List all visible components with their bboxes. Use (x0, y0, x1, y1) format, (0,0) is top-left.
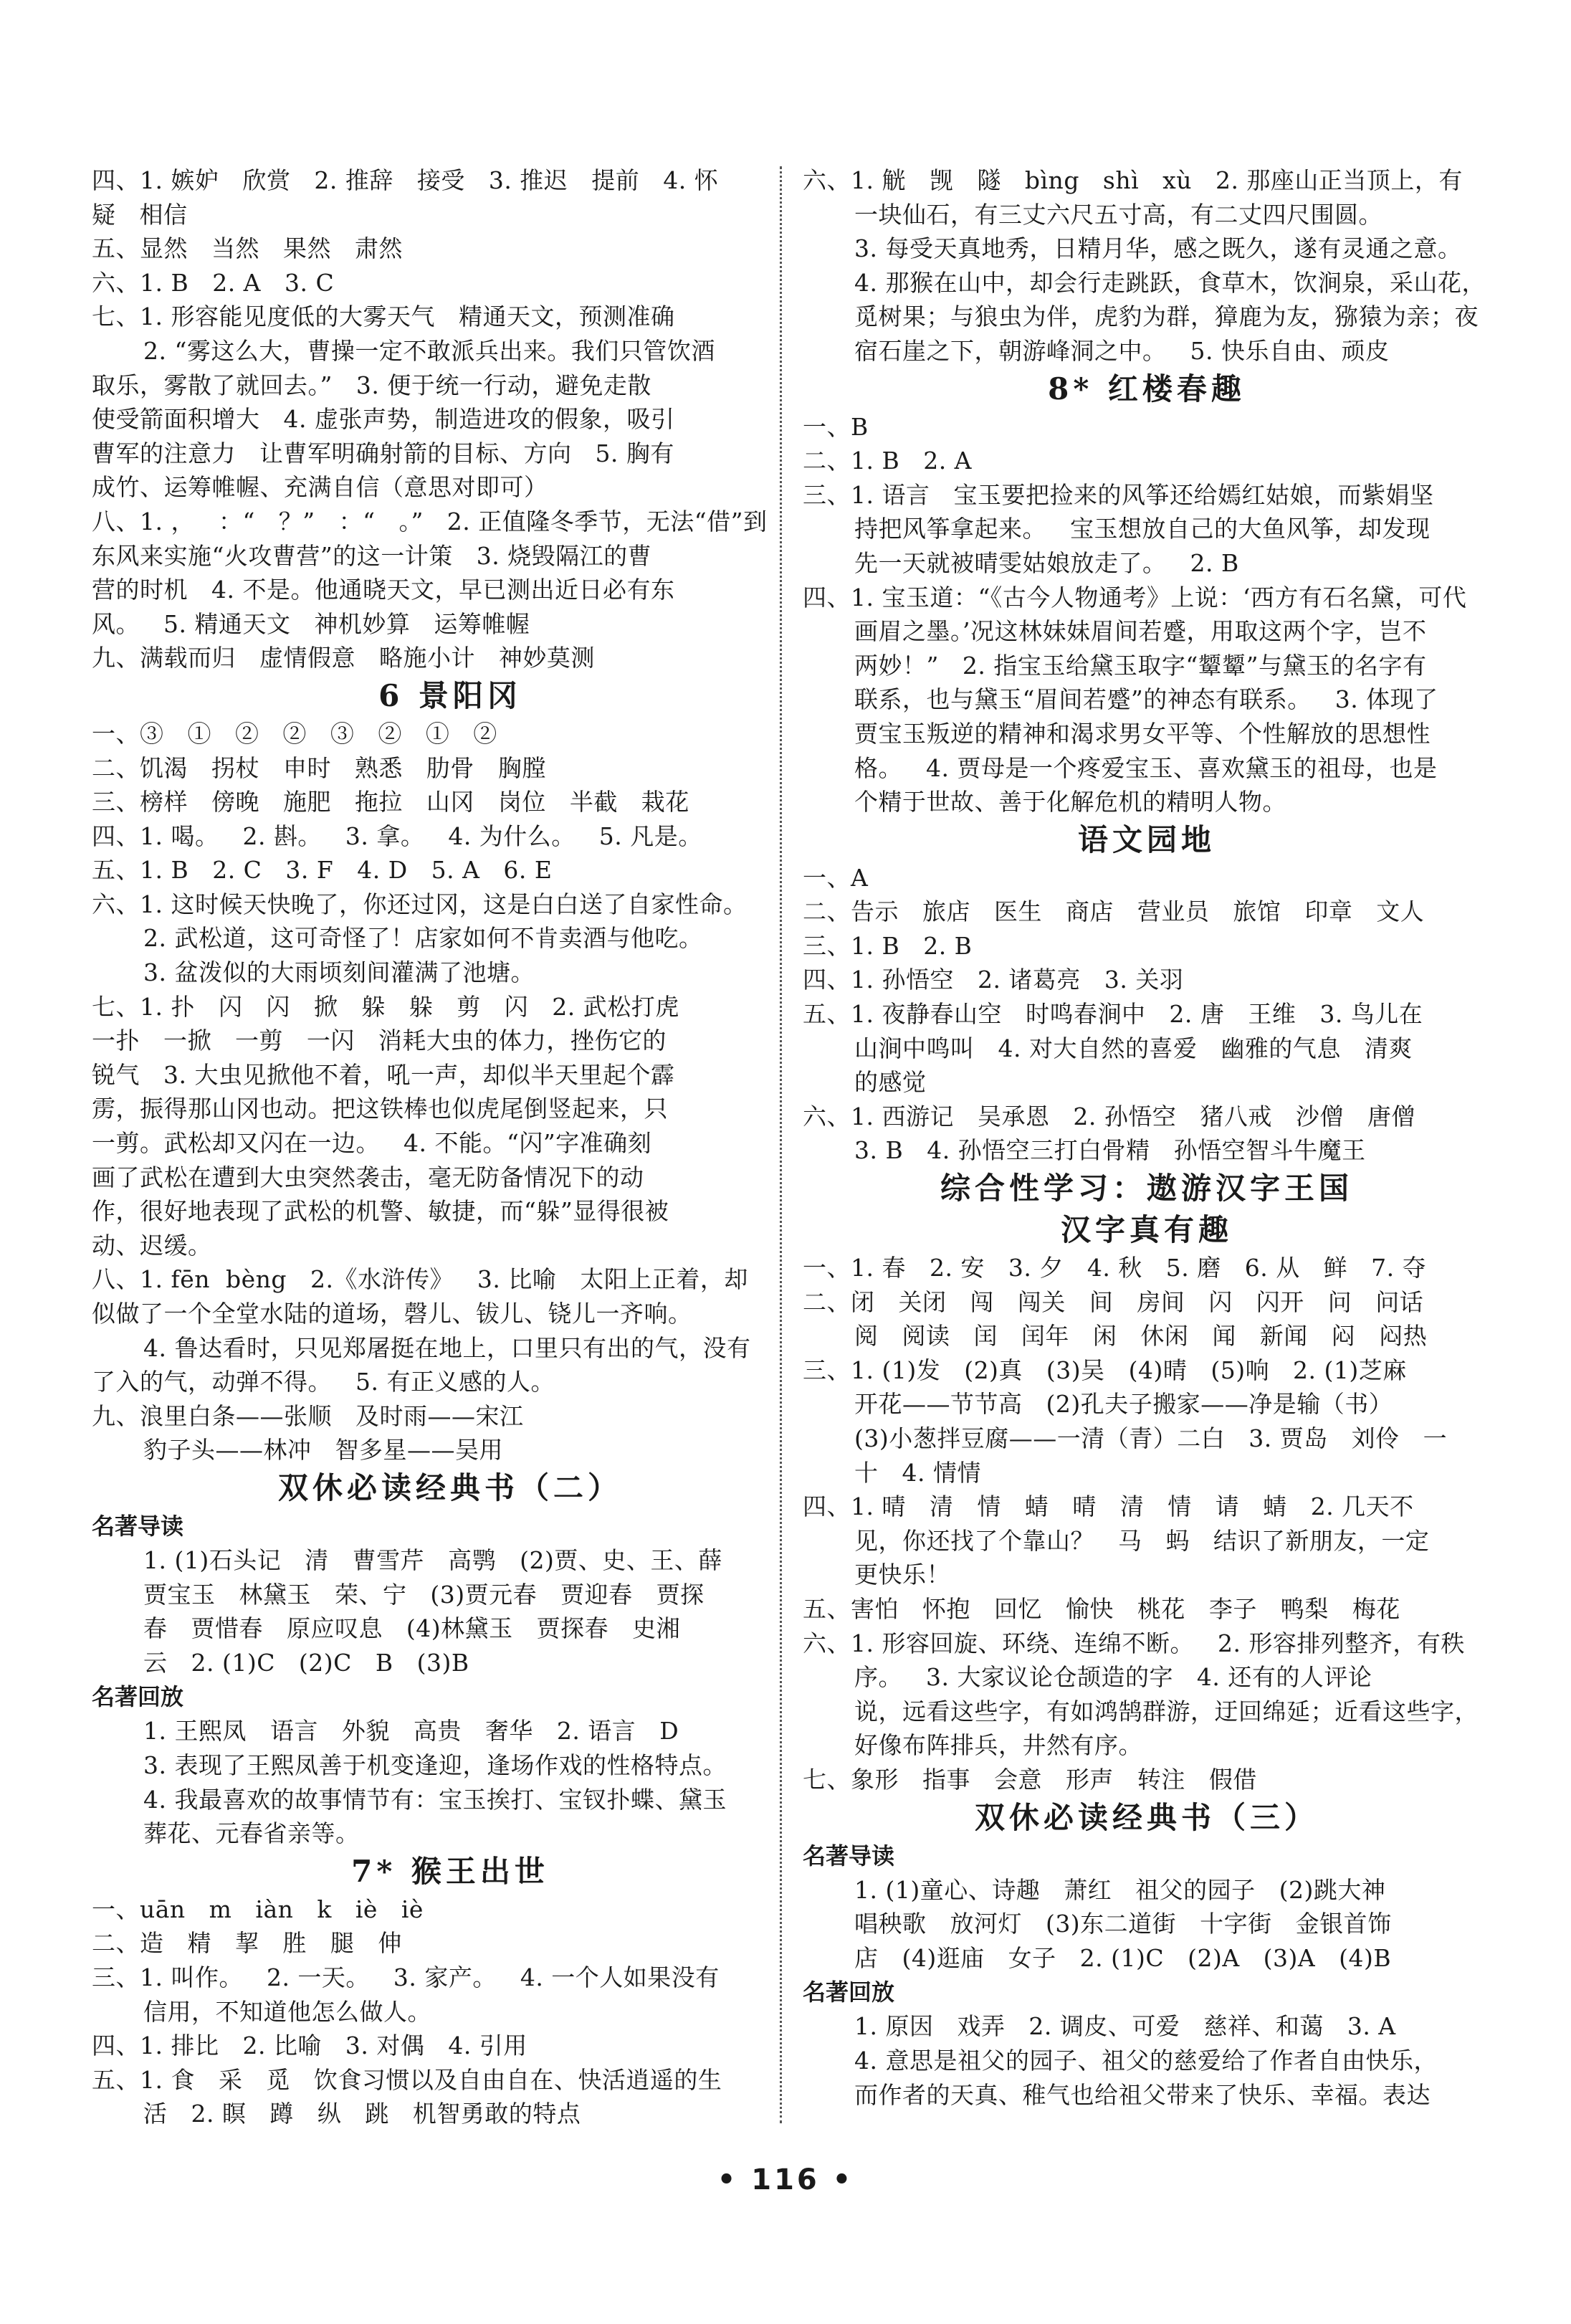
answer-line: 四、1. 嫉妒 欣赏 2. 推辞 接受 3. 推迟 提前 4. 怀 (92, 166, 719, 194)
answer-line: 一剪。武松却又闪在一边。 4. 不能。“闪”字准确刻 (92, 1129, 652, 1158)
answer-line: 营的时机 4. 不是。他通晓天文，早已测出近日必有东 (92, 576, 675, 604)
answer-line: 东风来实施“火攻曹营”的这一计策 3. 烧毁隔江的曹 (92, 541, 652, 570)
answer-line: 宿石崖之下，朝游峰洞之中。 5. 快乐自由、顽皮 (854, 336, 1390, 365)
section-title: 汉字真有趣 (1060, 1212, 1233, 1248)
answer-line: 六、1. B 2. A 3. C (92, 268, 335, 297)
answer-line: 三、1. 语言 宝玉要把捡来的风筝还给嫣红姑娘，而紫娟坚 (803, 480, 1434, 509)
answer-line: 二、造 精 挈 胜 腿 伸 (92, 1929, 402, 1958)
answer-line: 两妙！” 2. 指宝玉给黛玉取字“颦颦”与黛玉的名字有 (854, 651, 1427, 680)
answer-line: 十 4. 情情 (854, 1458, 981, 1487)
answer-line: 五、显然 当然 果然 肃然 (92, 234, 403, 263)
answer-line: 3. 每受天真地秀，日精月华，感之既久，遂有灵通之意。 (854, 234, 1462, 263)
answer-line: 一、1. 春 2. 安 3. 夕 4. 秋 5. 磨 6. 从 鲜 7. 夺 (803, 1254, 1427, 1282)
answer-line: 二、闭 关闭 闯 闯关 间 房间 闪 闪开 问 问话 (803, 1287, 1424, 1316)
answer-line: 2. “雾这么大，曹操一定不敢派兵出来。我们只管饮酒 (143, 336, 715, 365)
answer-line: 更快乐！ (854, 1561, 950, 1589)
answer-line: 雳，振得那山冈也动。把这铁棒也似虎尾倒竖起来，只 (92, 1095, 668, 1123)
answer-line: 九、满载而归 虚情假意 略施小计 神妙莫测 (92, 644, 595, 672)
answer-line: 1. (1)童心、诗趣 萧红 祖父的园子 (2)跳大神 (854, 1875, 1386, 1904)
answer-line: 作，很好地表现了武松的机警、敏捷，而“躲”显得很被 (92, 1197, 669, 1226)
answer-line: 六、1. 觥 觊 隧 bìng shì xù 2. 那座山正当顶上，有 (803, 166, 1463, 194)
answer-line: 1. (1)石头记 清 曹雪芹 高鹗 (2)贾、史、王、薛 (143, 1546, 722, 1574)
answer-line: 五、1. B 2. C 3. F 4. D 5. A 6. E (92, 856, 553, 885)
answer-line: 三、1. 叫作。 2. 一天。 3. 家产。 4. 一个人如果没有 (92, 1963, 720, 1991)
answer-line: 一、uān m iàn k iè iè (92, 1895, 424, 1923)
left-column (92, 163, 808, 2131)
answer-line: 序。 3. 大家议论仓颉造的字 4. 还有的人评论 (854, 1663, 1372, 1692)
answer-line: 疑 相信 (92, 200, 188, 229)
answer-line: 2. 武松道，这可奇怪了！店家如何不肯卖酒与他吃。 (143, 924, 703, 953)
answer-line: 个精于世故、善于化解危机的精明人物。 (854, 788, 1286, 816)
answer-line: 五、害怕 怀抱 回忆 愉快 桃花 李子 鸭梨 梅花 (803, 1594, 1400, 1623)
subsection-label: 名著导读 (92, 1512, 184, 1540)
section-title: 8* 红楼春趣 (1048, 371, 1246, 406)
answer-line: 4. 那猴在山中，却会行走跳跃，食草木，饮涧泉，采山花， (854, 268, 1486, 297)
subsection-label: 名著回放 (92, 1683, 184, 1711)
subsection-label: 名著导读 (803, 1842, 895, 1870)
answer-line: 一、A (803, 863, 869, 892)
answer-line: 取乐，雾散了就回去。” 3. 便于统一行动，避免走散 (92, 371, 651, 399)
answer-line: 持把风筝拿起来。 宝玉想放自己的大鱼风筝，却发现 (854, 515, 1431, 543)
answer-line: 六、1. 这时候天快晚了，你还过冈，这是白白送了自家性命。 (92, 890, 748, 918)
column-divider (780, 166, 782, 2123)
answer-line: 开花——节节高 (2)孔夫子搬家——净是输（书） (854, 1390, 1393, 1419)
answer-line: 1. 王熙凤 语言 外貌 高贵 奢华 2. 语言 D (143, 1717, 679, 1746)
page-number: • 116 • (717, 2163, 854, 2196)
answer-line: 六、1. 西游记 吴承恩 2. 孙悟空 猪八戒 沙僧 唐僧 (803, 1102, 1415, 1130)
answer-line: 二、1. B 2. A (803, 447, 973, 475)
section-title: 双休必读经典书（三） (974, 1799, 1319, 1835)
answer-line: 4. 我最喜欢的故事情节有：宝玉挨打、宝钗扑蝶、黛玉 (143, 1785, 727, 1814)
answer-line: 七、象形 指事 会意 形声 转注 假借 (803, 1765, 1257, 1794)
answer-line: 山涧中鸣叫 4. 对大自然的喜爱 幽雅的气息 清爽 (854, 1034, 1413, 1062)
answer-line: 八、1. fēn bèng 2.《水浒传》 3. 比喻 太阳上正着，却 (92, 1265, 748, 1294)
answer-line: 云 2. (1)C (2)C B (3)B (143, 1648, 469, 1677)
answer-line: 3. 表现了王熙凤善于机变逢迎，逢场作戏的性格特点。 (143, 1751, 727, 1779)
answer-line: 一、③ ① ② ② ③ ② ① ② (92, 719, 497, 748)
answer-line: 先一天就被晴雯姑娘放走了。 2. B (854, 548, 1239, 577)
answer-line: 联系，也与黛玉“眉间若蹙”的神态有联系。 3. 体现了 (854, 685, 1438, 714)
answer-line: 四、1. 宝玉道：“《古今人物通考》上说：‘西方有石名黛，可代 (803, 583, 1467, 611)
answer-line: 贾宝玉叛逆的精神和渴求男女平等、个性解放的思想性 (854, 719, 1431, 748)
answer-line: 画眉之墨。’况这林妹妹眉间若蹙，用取这两个字，岂不 (854, 617, 1427, 646)
answer-line: 店 (4)逛庙 女子 2. (1)C (2)A (3)A (4)B (854, 1943, 1392, 1972)
answer-line: 活 2. 瞑 蹲 纵 跳 机智勇敢的特点 (143, 2100, 581, 2128)
answer-line: 三、1. (1)发 (2)真 (3)吴 (4)晴 (5)响 2. (1)芝麻 (803, 1356, 1407, 1384)
answer-line: 四、1. 孙悟空 2. 诸葛亮 3. 关羽 (803, 966, 1184, 994)
answer-line: 二、饥渴 拐杖 申时 熟悉 肋骨 胸膛 (92, 753, 546, 782)
answer-line: 贾宝玉 林黛玉 荣、宁 (3)贾元春 贾迎春 贾探 (143, 1580, 705, 1609)
answer-line: 风。 5. 精通天文 神机妙算 运筹帷幄 (92, 609, 530, 638)
answer-line: 七、1. 形容能见度低的大雾天气 精通天文，预测准确 (92, 303, 675, 331)
answer-line: 1. 原因 戏弄 2. 调皮、可爱 慈祥、和蔼 3. A (854, 2012, 1396, 2041)
answer-line: 三、1. B 2. B (803, 931, 973, 960)
answer-line: 成竹、运筹帷幄、充满自信（意思对即可） (92, 473, 548, 502)
answer-line: 说，远看这些字，有如鸿鹄群游，迂回绵延；近看这些字， (854, 1697, 1479, 1725)
answer-line: 七、1. 扑 闪 闪 掀 躲 躲 剪 闪 2. 武松打虎 (92, 992, 679, 1021)
answer-line: 似做了一个全堂水陆的道场，磬儿、钹儿、铙儿一齐响。 (92, 1300, 692, 1328)
answer-line: 四、1. 排比 2. 比喻 3. 对偶 4. 引用 (92, 2032, 527, 2060)
answer-line: 二、告示 旅店 医生 商店 营业员 旅馆 印章 文人 (803, 897, 1425, 926)
answer-line: 豹子头——林冲 智多星——吴用 (143, 1436, 503, 1465)
answer-line: 一、B (803, 412, 869, 441)
section-title: 6 景阳冈 (378, 677, 522, 713)
answer-line: 四、1. 喝。 2. 斟。 3. 拿。 4. 为什么。 5. 凡是。 (92, 822, 702, 850)
answer-line: 而作者的天真、稚气也给祖父带来了快乐、幸福。表达 (854, 2080, 1431, 2109)
answer-line: 四、1. 晴 清 情 蜻 晴 清 情 请 蜻 2. 几天不 (803, 1492, 1414, 1521)
answer-line: 画了武松在遭到大虫突然袭击，毫无防备情况下的动 (92, 1163, 644, 1191)
answer-line: 3. B 4. 孙悟空三打白骨精 孙悟空智斗牛魔王 (854, 1136, 1366, 1165)
section-title: 7* 猴王出世 (351, 1853, 549, 1889)
answer-line: 的感觉 (854, 1068, 927, 1097)
section-title: 语文园地 (1077, 822, 1216, 857)
answer-line: 春 贾惜春 原应叹息 (4)林黛玉 贾探春 史湘 (143, 1614, 681, 1643)
answer-line: 一扑 一掀 一剪 一闪 消耗大虫的体力，挫伤它的 (92, 1027, 667, 1055)
answer-line: 信用，不知道他怎么做人。 (143, 1997, 431, 2026)
answer-line: 三、榜样 傍晚 施肥 拖拉 山冈 岗位 半截 栽花 (92, 788, 689, 816)
answer-line: 唱秧歌 放河灯 (3)东二道街 十字街 金银首饰 (854, 1910, 1392, 1938)
answer-line: 锐气 3. 大虫见掀他不着，吼一声，却似半天里起个霹 (92, 1060, 675, 1089)
answer-line: 阅 阅读 闰 闰年 闲 休闲 闻 新闻 闷 闷热 (854, 1322, 1428, 1351)
right-column (803, 163, 1491, 2112)
answer-line: (3)小葱拌豆腐——一清（青）二白 3. 贾岛 刘伶 一 (854, 1424, 1448, 1452)
answer-line: 4. 意思是祖父的园子、祖父的慈爱给了作者自由快乐， (854, 2046, 1438, 2075)
answer-line: 曹军的注意力 让曹军明确射箭的目标、方向 5. 胸有 (92, 439, 674, 467)
answer-line: 五、1. 夜静春山空 时鸣春涧中 2. 唐 王维 3. 鸟儿在 (803, 1000, 1423, 1029)
answer-line: 九、浪里白条——张顺 及时雨——宋江 (92, 1401, 524, 1430)
answer-line: 八、1. ， ：“ ？” ：“ 。” 2. 正值隆冬季节，无法“借”到 (92, 507, 768, 535)
answer-line: 见，你还找了个靠山？ 马 蚂 结识了新朋友，一定 (854, 1526, 1430, 1555)
answer-line: 觅树果；与狼虫为伴，虎豹为群，獐鹿为友，猕猿为亲；夜 (854, 303, 1479, 331)
answer-line: 4. 鲁达看时，只见郑屠挺在地上，口里只有出的气，没有 (143, 1333, 751, 1362)
answer-line: 动、迟缓。 (92, 1231, 212, 1259)
answer-line: 六、1. 形容回旋、环绕、连绵不断。 2. 形容排列整齐，有秩 (803, 1629, 1465, 1657)
answer-line: 一块仙石，有三丈六尺五寸高，有二丈四尺围圆。 (854, 200, 1383, 229)
answer-line: 3. 盆泼似的大雨顷刻间灌满了池塘。 (143, 958, 535, 987)
subsection-label: 名著回放 (803, 1978, 895, 2006)
answer-line: 使受箭面积增大 4. 虚张声势，制造进攻的假象，吸引 (92, 405, 675, 434)
answer-line: 好像布阵排兵，井然有序。 (854, 1731, 1142, 1760)
section-title: 综合性学习：遨游汉字王国 (940, 1171, 1353, 1206)
answer-line: 格。 4. 贾母是一个疼爱宝玉、喜欢黛玉的祖母，也是 (854, 753, 1438, 782)
section-title: 双休必读经典书（二） (277, 1470, 622, 1505)
answer-line: 五、1. 食 采 觅 饮食习惯以及自由自在、快活逍遥的生 (92, 2065, 722, 2094)
answer-line: 葬花、元春省亲等。 (143, 1819, 360, 1848)
answer-line: 了入的气，动弹不得。 5. 有正义感的人。 (92, 1368, 555, 1396)
